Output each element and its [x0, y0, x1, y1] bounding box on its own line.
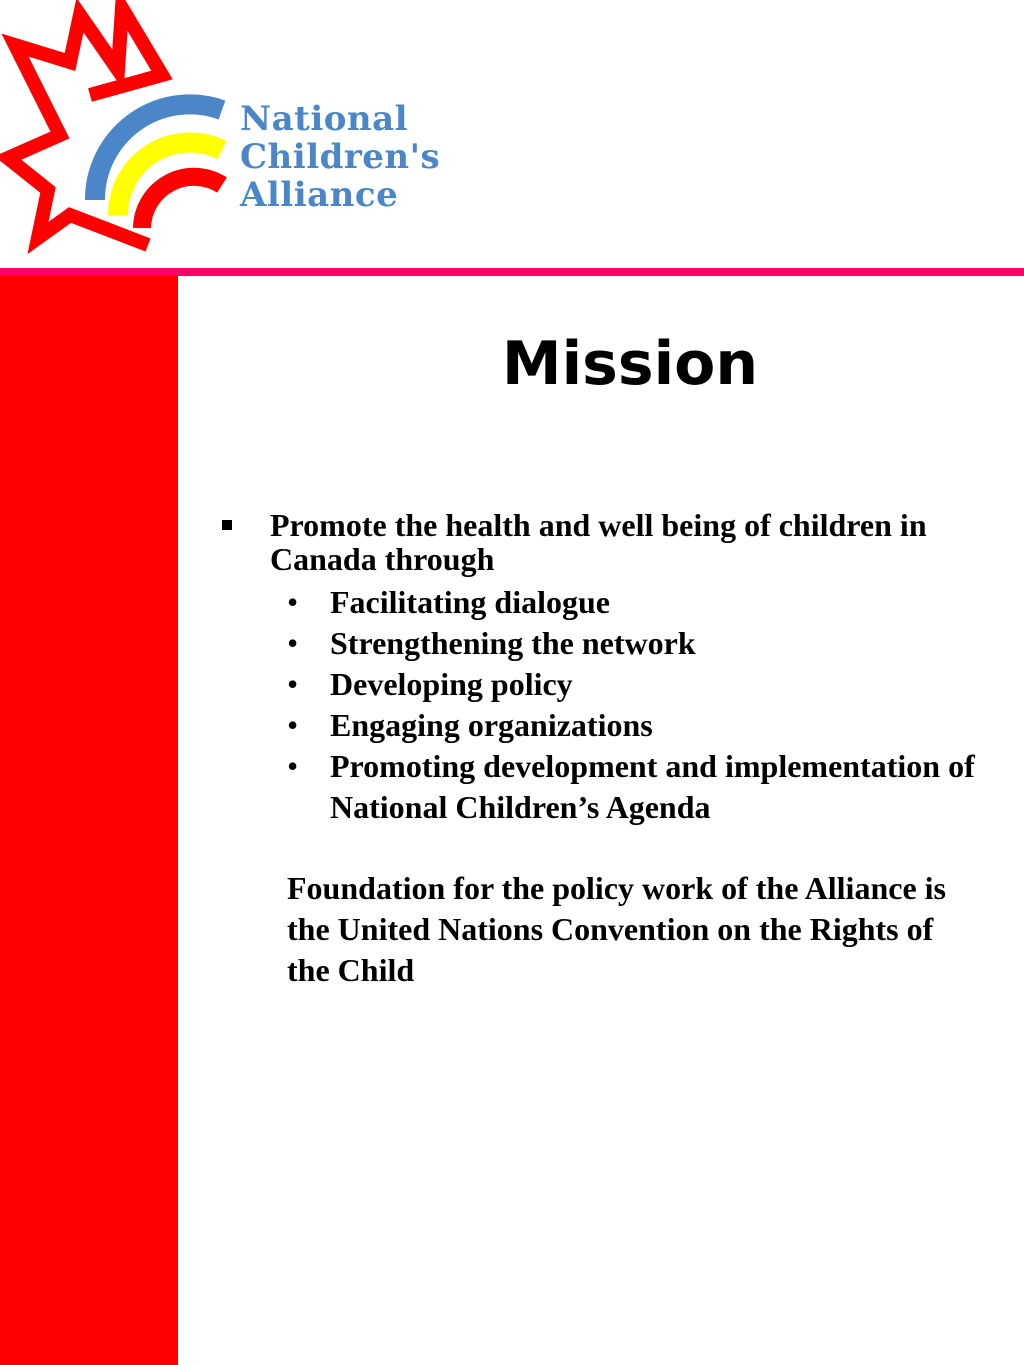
dot-bullet-icon: •: [287, 584, 299, 620]
main-bullet-point: [215, 508, 1005, 576]
sub-point-list: [215, 582, 1005, 828]
list-item-text: Engaging organizations: [330, 707, 653, 743]
maple-leaf-rainbow-logo-icon: [0, 0, 235, 260]
header-logo-area: [0, 0, 1024, 268]
square-bullet-icon: [222, 520, 232, 530]
list-item: [215, 664, 1005, 705]
foundation-note: Foundation for the policy work of the Alliance is the United Nations Convention on the Rights of the Child: [287, 870, 946, 988]
dot-bullet-icon: •: [287, 748, 299, 784]
list-item-text: Strengthening the network: [330, 625, 696, 661]
logo-wordmark: [240, 100, 440, 214]
list-item-text: Facilitating dialogue: [330, 584, 610, 620]
side-color-bar: [0, 276, 178, 1365]
logo-line: Alliance: [240, 175, 399, 216]
list-item: [215, 746, 1005, 828]
slide-title: Mission: [501, 329, 759, 399]
slide-content: [215, 508, 1005, 991]
dot-bullet-icon: •: [287, 625, 299, 661]
header-divider: [0, 268, 1024, 276]
list-item-text: Developing policy: [330, 666, 573, 702]
list-item-text: Promoting development and implementation of National Children’s Agenda: [330, 748, 975, 825]
main-point-text: Promote the health and well being of children in Canada through: [270, 507, 927, 577]
list-item: [215, 623, 1005, 664]
dot-bullet-icon: •: [287, 707, 299, 743]
list-item: [215, 705, 1005, 746]
dot-bullet-icon: •: [287, 666, 299, 702]
logo-line: National: [240, 99, 409, 139]
list-item: [215, 582, 1005, 623]
logo-line: Children's: [240, 137, 441, 178]
